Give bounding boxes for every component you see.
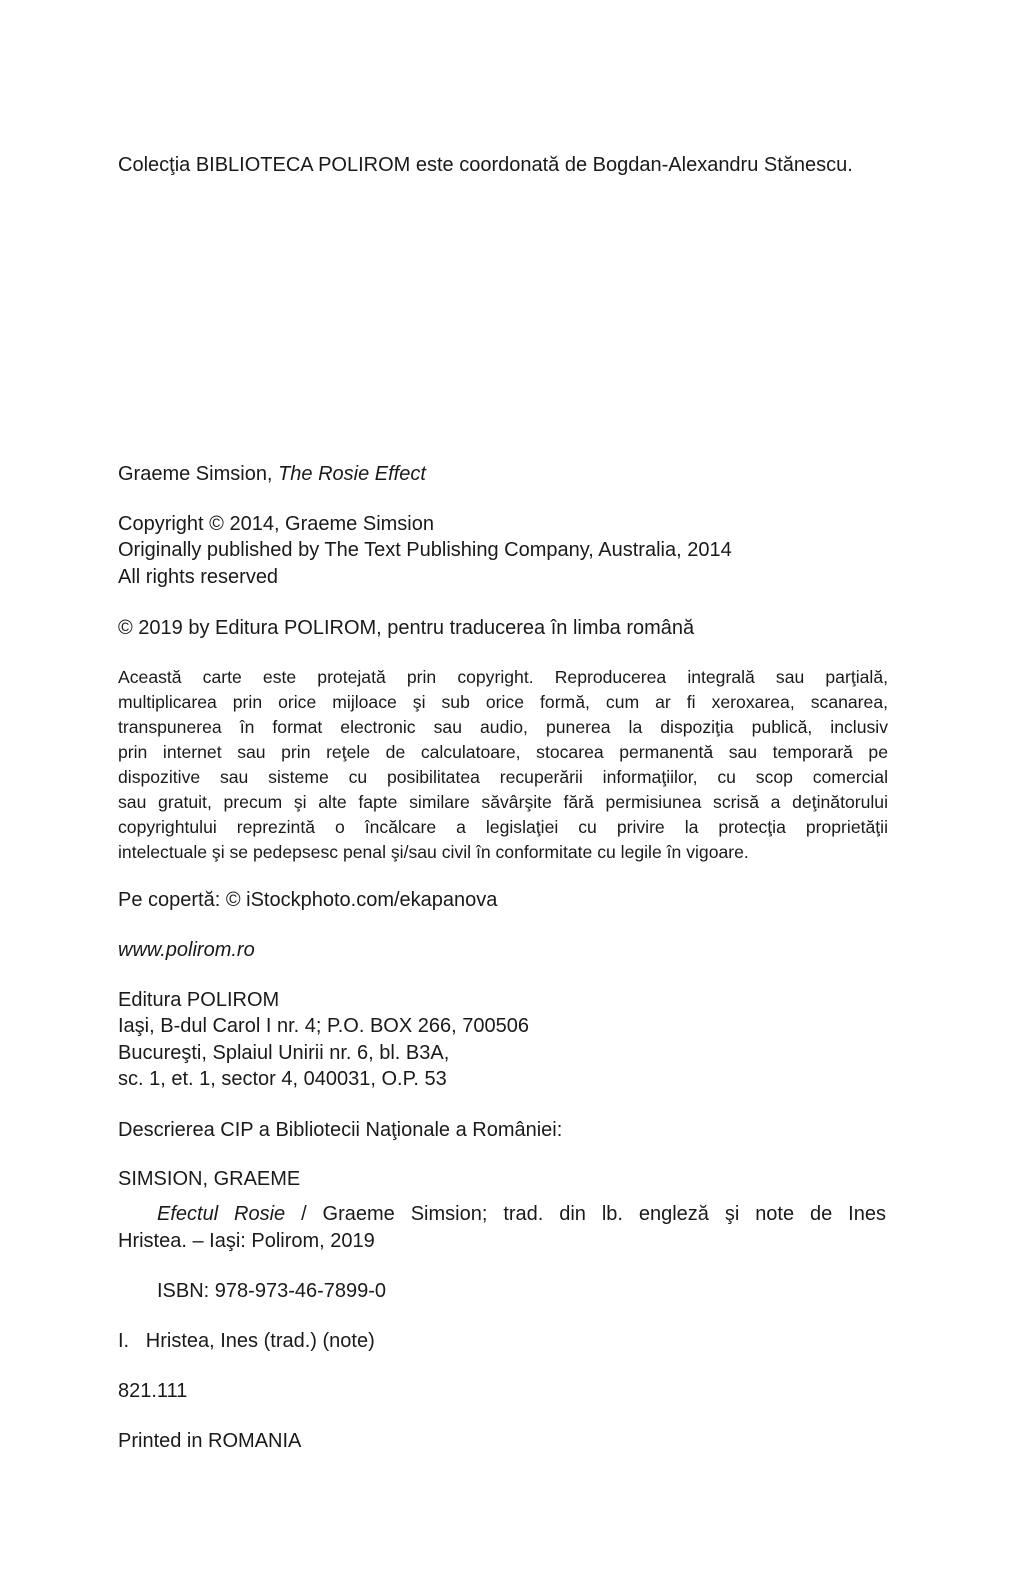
original-author: Graeme Simsion,: [118, 463, 279, 485]
cip-classification: 821.111: [118, 1380, 188, 1402]
cip-author: SIMSION, GRAEME: [118, 1168, 301, 1190]
legal-paragraph-line: sau gratuit, precum şi alte fapte similare săvârşite fără permisiunea scrisă a deţinătorului: [118, 792, 888, 812]
copyright-line: Originally published by The Text Publishing Company, Australia, 2014: [118, 539, 732, 561]
legal-paragraph-line: transpunerea în format electronic sau audio, punerea la dispoziţia publică, inclusiv: [118, 717, 888, 737]
translation-copyright: © 2019 by Editura POLIROM, pentru traducerea în limba română: [118, 617, 695, 639]
legal-paragraph-line: prin internet sau prin reţele de calculatoare, stocarea permanentă sau temporară pe: [118, 742, 888, 762]
cip-contributor: I. Hristea, Ines (trad.) (note): [118, 1330, 375, 1352]
original-title-line: [118, 462, 426, 486]
website-link[interactable]: www.polirom.ro: [118, 939, 255, 961]
copyright-line: Copyright © 2014, Graeme Simsion: [118, 513, 434, 535]
publisher-address-line: Bucureşti, Splaiul Unirii nr. 6, bl. B3A,: [118, 1042, 450, 1064]
cip-heading: Descrierea CIP a Bibliotecii Naţionale a României:: [118, 1119, 563, 1141]
legal-paragraph-line: multiplicarea prin orice mijloace şi sub orice formă, cum ar fi xeroxarea, scanarea,: [118, 692, 888, 712]
publisher-address-line: sc. 1, et. 1, sector 4, 040031, O.P. 53: [118, 1068, 447, 1090]
legal-paragraph-line: copyrightului reprezintă o încălcare a legislaţiei cu privire la protecţia proprietăţii: [118, 817, 888, 837]
cip-details-cont: Hristea. – Iaşi: Polirom, 2019: [118, 1230, 375, 1252]
collection-note: Colecţia BIBLIOTECA POLIROM este coordonată de Bogdan-Alexandru Stănescu.: [118, 154, 853, 176]
publisher-name: Editura POLIROM: [118, 989, 280, 1011]
cip-title: Efectul Rosie: [157, 1203, 286, 1225]
cip-isbn: ISBN: 978-973-46-7899-0: [157, 1280, 387, 1302]
copyright-line: All rights reserved: [118, 566, 279, 588]
cip-title-line: [157, 1202, 886, 1226]
printed-in: Printed in ROMANIA: [118, 1430, 302, 1452]
legal-paragraph-line: dispozitive sau sisteme cu posibilitatea recuperării informaţiilor, cu scop comercial: [118, 767, 888, 787]
legal-paragraph-line: Această carte este protejată prin copyright. Reproducerea integrală sau parţială,: [118, 667, 888, 687]
cip-details: / Graeme Simsion; trad. din lb. engleză şi note de Ines: [285, 1203, 886, 1225]
cover-credit: Pe copertă: © iStockphoto.com/ekapanova: [118, 889, 498, 911]
publisher-address-line: Iaşi, B-dul Carol I nr. 4; P.O. BOX 266, 700506: [118, 1015, 529, 1037]
legal-paragraph-line: intelectuale şi se pedepsesc penal şi/sau civil în conformitate cu legile în vigoare.: [118, 842, 749, 862]
original-title: The Rosie Effect: [278, 463, 426, 485]
